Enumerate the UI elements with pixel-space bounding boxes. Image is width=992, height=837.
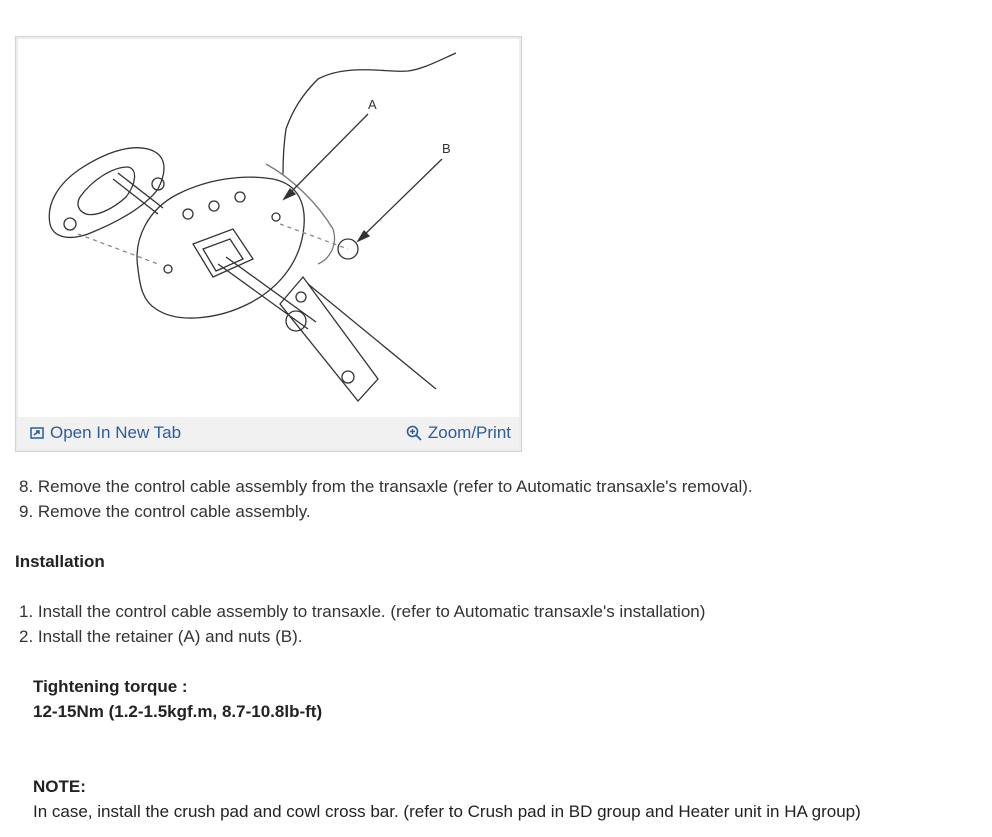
open-new-tab-icon <box>30 426 44 440</box>
control-cable-diagram <box>18 39 519 417</box>
note-text: In case, install the crush pad and cowl cross bar. (refer to Crush pad in BD group and Heater unit in HA group) <box>33 802 861 821</box>
removal-step-8: 8. Remove the control cable assembly from the transaxle (refer to Automatic transaxle's removal). <box>19 477 753 496</box>
callout-b: B <box>442 141 451 156</box>
removal-step-9: 9. Remove the control cable assembly. <box>19 502 311 521</box>
installation-heading: Installation <box>15 552 105 571</box>
zoom-print-label: Zoom/Print <box>427 423 511 442</box>
zoom-print-button[interactable] <box>406 423 511 443</box>
installation-step-1: 1. Install the control cable assembly to transaxle. (refer to Automatic transaxle's installation) <box>19 602 706 621</box>
torque-value: 12-15Nm (1.2-1.5kgf.m, 8.7-10.8lb-ft) <box>33 702 323 721</box>
zoom-in-icon <box>406 425 422 441</box>
figure-toolbar <box>18 417 519 449</box>
note-label: NOTE: <box>33 777 86 796</box>
open-in-new-tab-button[interactable] <box>30 423 181 443</box>
torque-label: Tightening torque : <box>33 677 188 696</box>
installation-step-2: 2. Install the retainer (A) and nuts (B). <box>19 627 303 646</box>
callout-a: A <box>368 97 377 112</box>
open-in-new-tab-label: Open In New Tab <box>50 423 182 442</box>
figure-card <box>15 36 522 452</box>
